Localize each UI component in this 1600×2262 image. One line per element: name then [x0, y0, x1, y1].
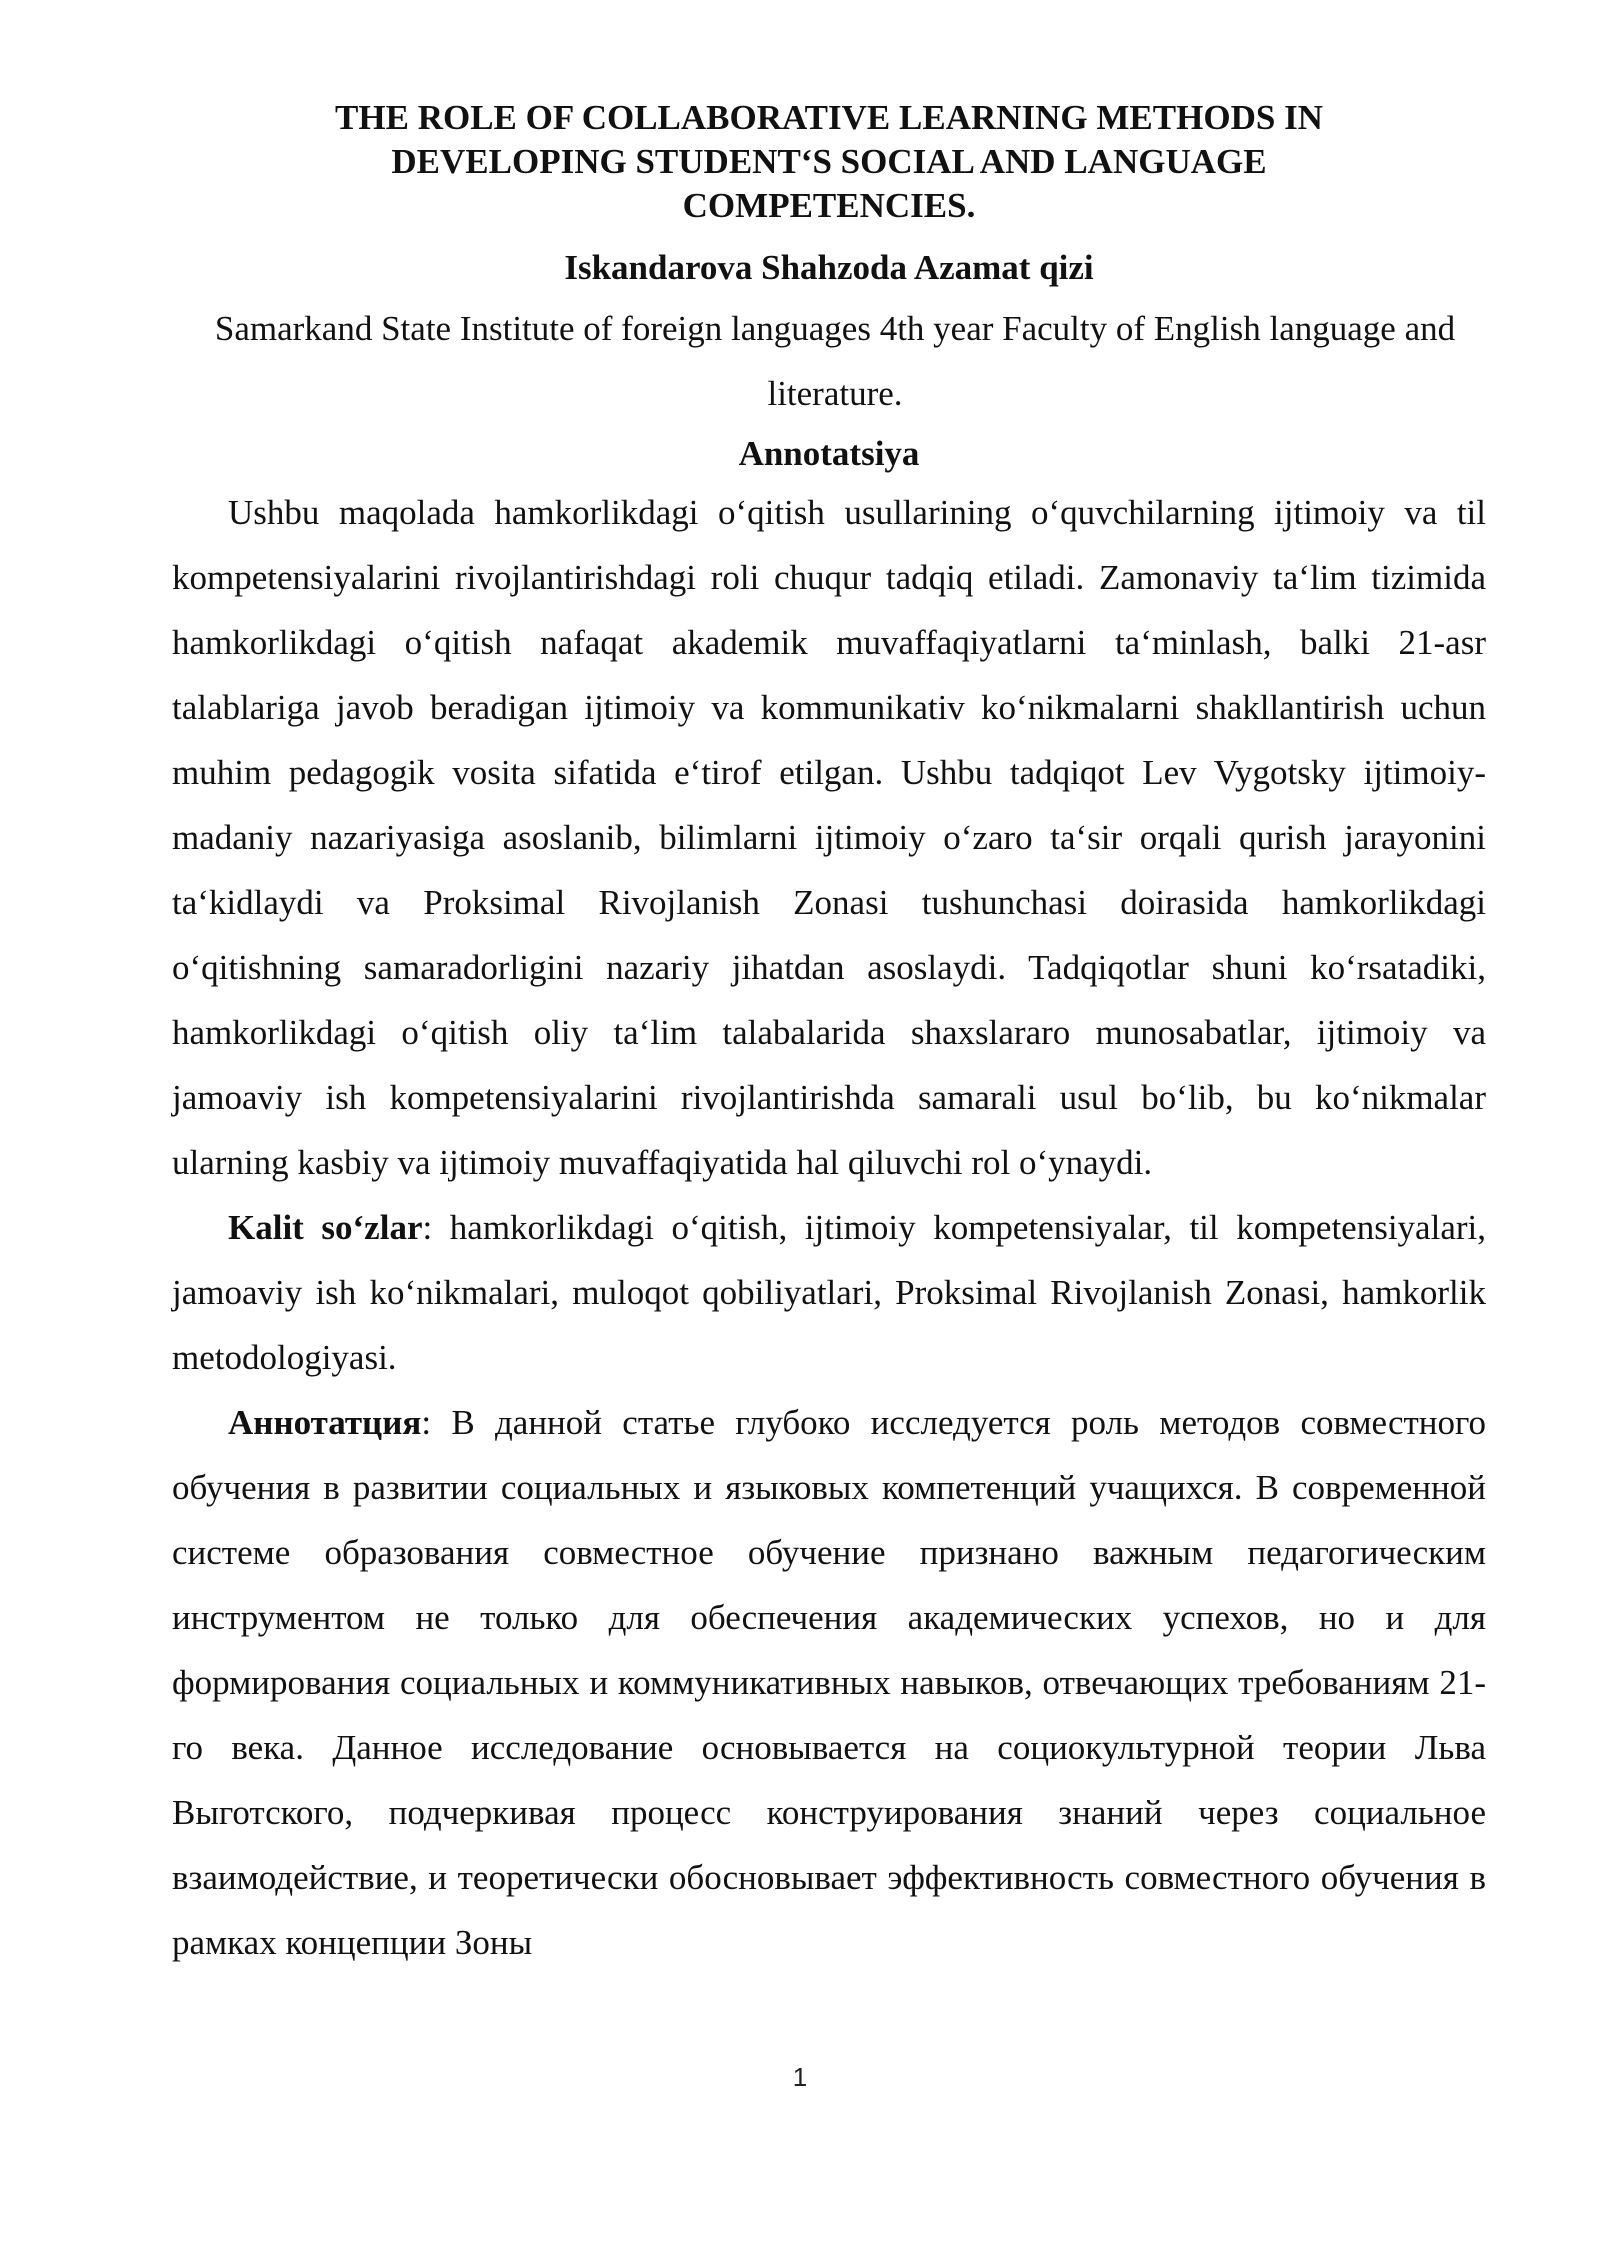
- keywords-text: : hamkorlikdagi o‘qitish, ijtimoiy kompetensiyalar, til kompetensiyalari, jamoaviy ish ko‘nikmalari, muloqot qobiliyatlari, Proksimal Rivojlanish Zonasi, hamkorlik metodologiyasi.: [172, 1208, 1486, 1377]
- keywords-paragraph: [172, 1195, 1486, 1390]
- page-number: 1: [792, 2062, 808, 2092]
- keywords-label: Kalit so‘zlar: [228, 1208, 423, 1247]
- paper-title: THE ROLE OF COLLABORATIVE LEARNING METHODS IN DEVELOPING STUDENT‘S SOCIAL AND LANGUAGE COMPETENCIES.: [335, 98, 1323, 225]
- author-affiliation: Samarkand State Institute of foreign languages 4th year Faculty of English language and literature.: [214, 309, 1456, 413]
- page-content: [172, 96, 1486, 1975]
- author-name: Iskandarova Shahzoda Azamat qizi: [564, 248, 1094, 287]
- annotation-heading: Annotatsiya: [738, 434, 920, 473]
- annotation-ru-paragraph: [172, 1390, 1486, 1975]
- annotation-ru-label: Аннотатция: [228, 1403, 422, 1442]
- annotation-ru-text: : В данной статье глубоко исследуется роль методов совместного обучения в развитии социальных и языковых компетенций учащихся. В современной системе образования совместное обучение признано важным педагогическим инструментом не только для обеспечения академических успехов, но и для формирования социальных и коммуникативных навыков, отвечающих требованиям 21-го века. Данное исследование основывается на социокультурной теории Льва Выготского, подчеркивая процесс конструирования знаний через социальное взаимодействие, и теоретически обосновывает эффективность совместного обучения в рамках концепции Зоны: [172, 1403, 1486, 1962]
- annotation-uz-paragraph: Ushbu maqolada hamkorlikdagi o‘qitish usullarining o‘quvchilarning ijtimoiy va til kompetensiyalarini rivojlantirishdagi roli chuqur tadqiq etiladi. Zamonaviy ta‘lim tizimida hamkorlikdagi o‘qitish nafaqat akademik muvaffaqiyatlarni ta‘minlash, balki 21-asr talablariga javob beradigan ijtimoiy va kommunikativ ko‘nikmalarni shakllantirish uchun muhim pedagogik vosita sifatida e‘tirof etilgan. Ushbu tadqiqot Lev Vygotsky ijtimoiy-madaniy nazariyasiga asoslanib, bilimlarni ijtimoiy o‘zaro ta‘sir orqali qurish jarayonini ta‘kidlaydi va Proksimal Rivojlanish Zonasi tushunchasi doirasida hamkorlikdagi o‘qitishning samaradorligini nazariy jihatdan asoslaydi. Tadqiqotlar shuni ko‘rsatadiki, hamkorlikdagi o‘qitish oliy ta‘lim talabalarida shaxslararo munosabatlar, ijtimoiy va jamoaviy ish kompetensiyalarini rivojlantirishda samarali usul bo‘lib, bu ko‘nikmalar ularning kasbiy va ijtimoiy muvaffaqiyatida hal qiluvchi rol o‘ynaydi.: [172, 493, 1486, 1182]
